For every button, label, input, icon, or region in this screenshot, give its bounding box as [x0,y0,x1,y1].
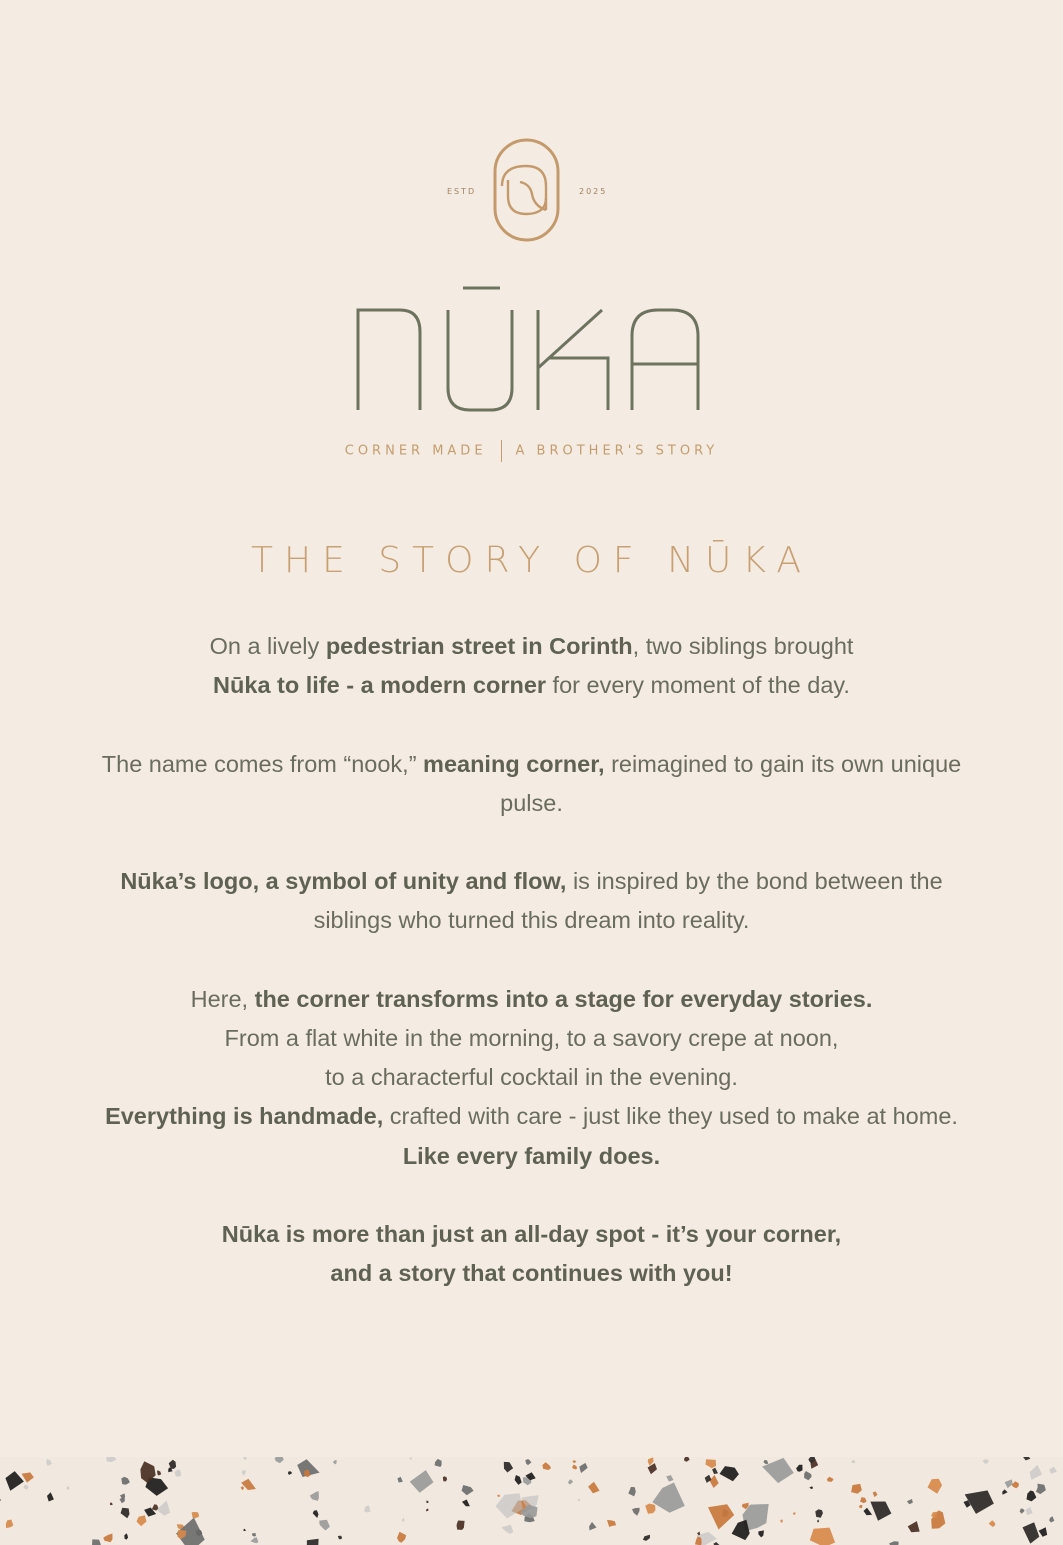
p4-text-a: Here, [190,985,255,1012]
p4-bold-e: Everything is handmade, [105,1103,384,1130]
p4-text-d: to a characterful cocktail in the evening. [325,1064,738,1091]
paragraph-4 [100,980,963,1176]
p2-text-c: reimagined to gain its own unique pulse. [500,750,962,816]
emblem [0,130,1063,250]
p2-text-a: The name comes from “nook,” [101,750,424,777]
p4-bold-g: Like every family does. [402,1142,661,1169]
p3-text-b: is inspired by the bond between the siblings who turned this dream into reality. [313,868,943,934]
p1-bold-d: Nūka to life - a modern corner [213,672,547,699]
p5-bold-a: Nūka is more than just an all-day spot - it’s your corner, [221,1220,842,1247]
p4-text-f: crafted with care - just like they used to make at home. [383,1103,958,1130]
terrazzo-pattern [0,1457,1063,1545]
tagline [0,440,1063,462]
p2-bold-b: meaning corner, [423,750,605,777]
p1-text-a: On a lively [209,633,326,659]
year-label: 2025 [579,187,608,196]
paragraph-2 [100,745,963,823]
tagline-left: CORNER MADE [344,443,487,459]
p1-bold-b: pedestrian street in Corinth [325,633,633,659]
paragraph-3 [100,862,963,940]
p3-bold-a: Nūka’s logo, a symbol of unity and flow, [120,868,567,895]
nuka-wordmark [340,280,720,420]
logo-monogram-icon [490,136,570,244]
p4-bold-b: the corner transforms into a stage for everyday stories. [254,985,873,1012]
paragraph-5 [100,1215,963,1293]
estd-label: ESTD [447,187,477,196]
p4-text-c: From a flat white in the morning, to a savory crepe at noon, [224,1024,839,1051]
paragraph-1 [100,627,963,705]
tagline-right: A BROTHER'S STORY [515,443,719,459]
p5-bold-b: and a story that continues with you! [330,1260,733,1287]
tagline-divider [501,440,502,462]
p1-text-c: , two siblings brought [632,633,854,659]
story-text [100,627,963,1333]
story-title: THE STORY OF NŪKA [251,540,812,581]
p1-text-e: for every moment of the day. [546,672,850,699]
